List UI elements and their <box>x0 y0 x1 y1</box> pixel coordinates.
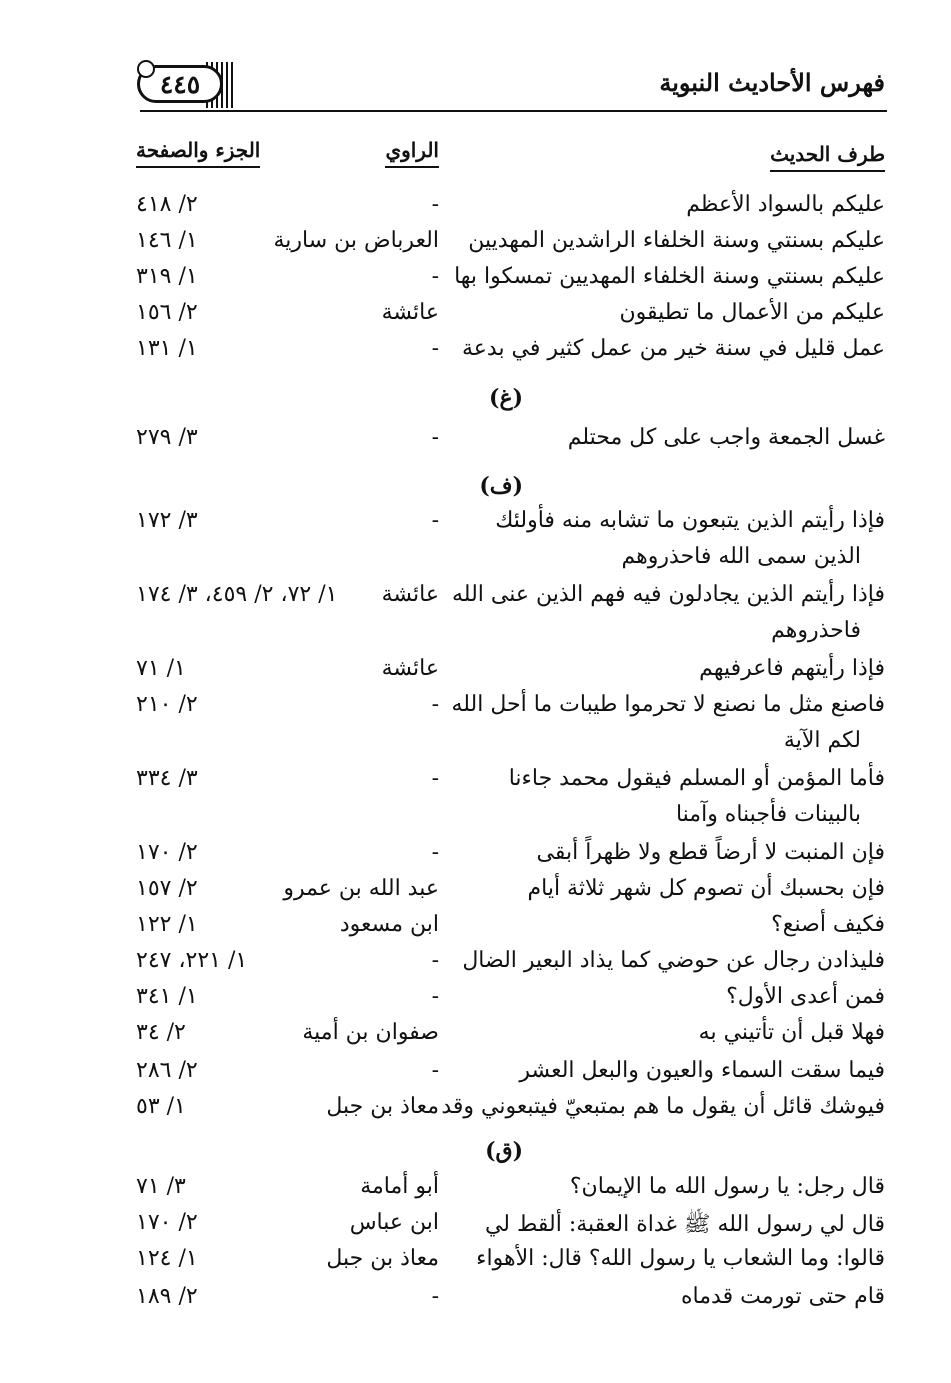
hadith-text: فإن المنبت لا أرضاً قطع ولا ظهراً أبقى <box>536 840 885 865</box>
index-row <box>0 912 951 948</box>
volume-page-ref: ٢/ ٣٤ <box>136 1020 186 1045</box>
volume-page-ref: ١/ ١٢٤ <box>136 1246 198 1271</box>
hadith-text: فمن أعدى الأول؟ <box>726 984 885 1009</box>
narrator: عائشة <box>381 656 439 681</box>
volume-page-ref: ١/ ١٢٢ <box>136 912 198 937</box>
hadith-text: قالوا: وما الشعاب يا رسول الله؟ قال: الأهواء <box>476 1246 885 1271</box>
narrator: ابن مسعود <box>339 912 439 937</box>
hadith-text: فإذا رأيتهم فاعرفيهم <box>699 656 885 681</box>
index-row <box>0 582 951 618</box>
narrator: - <box>431 840 439 865</box>
volume-page-ref: ٣/ ٣٣٤ <box>136 766 198 791</box>
volume-page-ref: ٣/ ٢٧٩ <box>136 425 198 450</box>
narrator: - <box>431 692 439 717</box>
volume-page-ref: ٢/ ٢٨٦ <box>136 1058 198 1083</box>
narrator: عائشة <box>381 300 439 325</box>
hadith-text: عليكم بسنتي وسنة الخلفاء المهديين تمسكوا بها <box>454 264 885 289</box>
volume-page-ref: ٢/ ١٧٠ <box>136 1210 198 1235</box>
narrator: - <box>431 948 439 973</box>
hadith-text: فاصنع مثل ما نصنع لا تحرموا طيبات ما أحل الله <box>451 692 885 717</box>
hadith-text: قال لي رسول الله ﷺ غداة العقبة: ألقط لي <box>484 1212 885 1237</box>
index-row <box>0 228 951 264</box>
index-row <box>0 1058 951 1094</box>
hadith-text: فإن بحسبك أن تصوم كل شهر ثلاثة أيام <box>527 876 885 901</box>
index-row <box>0 425 951 461</box>
header-rule <box>140 110 887 112</box>
section-letter: (غ) <box>489 385 523 411</box>
volume-page-ref: ٢/ ٤١٨ <box>136 192 198 217</box>
hadith-text: عليكم بسنتي وسنة الخلفاء الراشدين المهديين <box>468 228 885 253</box>
index-row <box>0 192 951 228</box>
narrator: معاذ بن جبل <box>326 1094 439 1119</box>
hadith-continuation: فاحذروهم <box>771 618 861 643</box>
hadith-text: فأما المؤمن أو المسلم فيقول محمد جاءنا <box>508 766 885 791</box>
index-row <box>0 766 951 802</box>
volume-page-ref: ٣/ ١٧٢ <box>136 508 198 533</box>
hadith-text: عليكم بالسواد الأعظم <box>686 192 885 217</box>
narrator: عبد الله بن عمرو <box>283 876 439 901</box>
hadith-text: فإذا رأيتم الذين يتبعون ما تشابه منه فأولئك <box>495 508 885 533</box>
narrator: ابن عباس <box>349 1210 439 1235</box>
index-row <box>0 840 951 876</box>
index-row <box>0 692 951 728</box>
volume-page-ref: ١/ ٣١٩ <box>136 264 198 289</box>
hadith-text: عمل قليل في سنة خير من عمل كثير في بدعة <box>461 336 885 361</box>
volume-page-ref: ١/ ١٤٦ <box>136 228 198 253</box>
narrator: العرباض بن سارية <box>273 228 439 253</box>
hadith-text: قام حتى تورمت قدماه <box>681 1284 885 1309</box>
hadith-text: فإذا رأيتم الذين يجادلون فيه فهم الذين عنى الله <box>452 582 885 607</box>
volume-page-ref: ٣/ ٧١ <box>136 1174 186 1199</box>
hadith-text: غسل الجمعة واجب على كل محتلم <box>567 425 885 450</box>
narrator: - <box>431 508 439 533</box>
index-row <box>0 1174 951 1210</box>
index-row <box>0 300 951 336</box>
narrator: عائشة <box>381 582 439 607</box>
index-row <box>0 1210 951 1246</box>
index-row <box>0 656 951 692</box>
narrator: - <box>431 766 439 791</box>
page-number: ٤٤٥ <box>159 69 201 99</box>
hadith-text: فيما سقت السماء والعيون والبعل العشر <box>519 1058 885 1083</box>
index-row <box>0 1094 951 1130</box>
column-header-narrator: الراوي <box>385 138 439 168</box>
volume-page-ref: ٢/ ١٧٠ <box>136 840 198 865</box>
volume-page-ref: ١/ ٥٣ <box>136 1094 186 1119</box>
running-title: فهرس الأحاديث النبوية <box>659 68 885 97</box>
volume-page-ref: ١/ ٢٢١، ٢٤٧ <box>136 948 248 973</box>
volume-page-ref: ٢/ ٢١٠ <box>136 692 198 717</box>
hadith-continuation: لكم الآية <box>783 728 861 753</box>
hadith-text: فيوشك قائل أن يقول ما هم بمتبعيّ فيتبعوني وقد <box>441 1094 885 1119</box>
index-row <box>0 984 951 1020</box>
narrator: - <box>431 264 439 289</box>
hadith-text: قال رجل: يا رسول الله ما الإيمان؟ <box>569 1174 885 1199</box>
index-row <box>0 876 951 912</box>
index-row <box>0 264 951 300</box>
volume-page-ref: ٢/ ١٨٩ <box>136 1284 198 1309</box>
page-badge-ring <box>137 60 155 78</box>
narrator: - <box>431 336 439 361</box>
section-letter: (ق) <box>485 1138 523 1164</box>
section-letter: (ف) <box>479 473 523 499</box>
narrator: - <box>431 425 439 450</box>
hadith-text: فليذادن رجال عن حوضي كما يذاد البعير الضال <box>462 948 885 973</box>
volume-page-ref: ١/ ٣٤١ <box>136 984 198 1009</box>
index-row <box>0 508 951 544</box>
hadith-continuation: الذين سمى الله فاحذروهم <box>621 544 861 569</box>
column-header-page-ref: الجزء والصفحة <box>136 138 260 168</box>
narrator: - <box>431 1058 439 1083</box>
narrator: أبو أمامة <box>360 1174 439 1199</box>
index-row <box>0 1246 951 1282</box>
hadith-text: فكيف أصنع؟ <box>771 912 885 937</box>
volume-page-ref: ١/ ١٣١ <box>136 336 198 361</box>
narrator: صفوان بن أمية <box>302 1020 439 1045</box>
narrator: معاذ بن جبل <box>326 1246 439 1271</box>
index-row <box>0 1284 951 1320</box>
index-row <box>0 948 951 984</box>
hadith-continuation: بالبينات فأجبناه وآمنا <box>675 802 861 827</box>
volume-page-ref: ١/ ٧٢، ٢/ ٤٥٩، ٣/ ١٧٤ <box>136 582 338 607</box>
hadith-text: عليكم من الأعمال ما تطيقون <box>619 300 885 325</box>
index-row <box>0 1020 951 1056</box>
volume-page-ref: ٢/ ١٥٦ <box>136 300 198 325</box>
hadith-text: فهلا قبل أن تأتيني به <box>698 1020 885 1045</box>
narrator: - <box>431 192 439 217</box>
volume-page-ref: ٢/ ١٥٧ <box>136 876 198 901</box>
index-row <box>0 336 951 372</box>
volume-page-ref: ١/ ٧١ <box>136 656 186 681</box>
column-header-hadith: طرف الحديث <box>770 142 885 172</box>
narrator: - <box>431 1284 439 1309</box>
narrator: - <box>431 984 439 1009</box>
